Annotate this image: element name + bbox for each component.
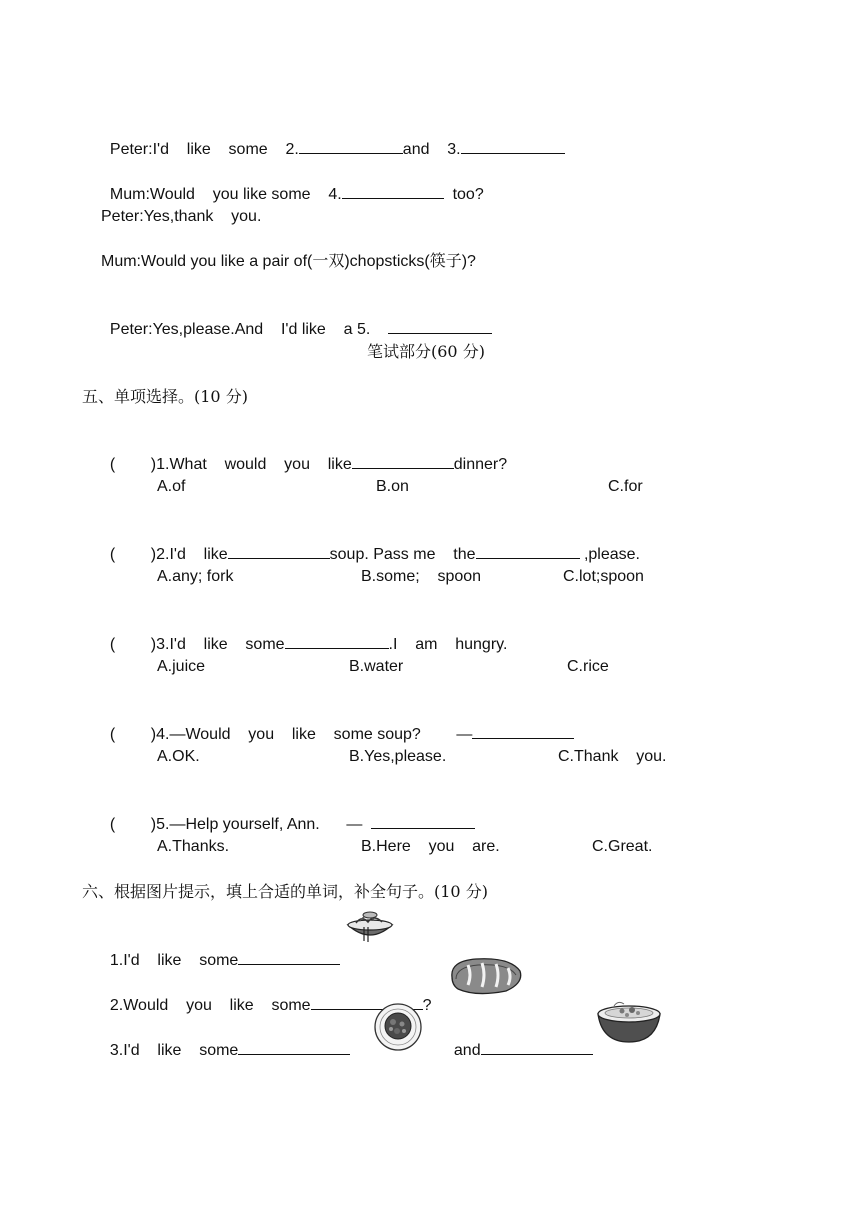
question-4: ( )4.—Would you like some soup? — [101, 702, 574, 745]
question-1: ( )1.What would you like dinner? [101, 432, 507, 475]
blank-3[interactable] [461, 137, 565, 154]
q3-option-b: B.water [349, 658, 404, 675]
q2-option-c: C.lot;spoon [563, 568, 644, 585]
bread-icon [446, 955, 526, 997]
q4-option-a: A.OK. [157, 748, 200, 765]
q5-blank[interactable] [371, 812, 475, 829]
dialogue-line-5: Peter:Yes,please.And I'd like a 5. [101, 297, 492, 340]
q4-option-c: C.Thank you. [558, 748, 667, 765]
q5-option-c: C.Great. [592, 838, 653, 855]
dialogue-line-3: Peter:Yes,thank you. [101, 208, 262, 225]
noodles-bowl-icon [344, 909, 396, 945]
q3-option-c: C.rice [567, 658, 609, 675]
s3-blank-1[interactable] [238, 1038, 350, 1055]
q2-blank-2[interactable] [476, 542, 580, 559]
q4-blank[interactable] [472, 722, 574, 739]
s3-blank-2[interactable] [481, 1038, 593, 1055]
q4-option-b: B.Yes,please. [349, 748, 447, 765]
sentence-2: 2.Would you like some ? [101, 973, 431, 1016]
blank-5[interactable] [388, 317, 492, 334]
q3-blank[interactable] [285, 632, 389, 649]
q2-option-b: B.some; spoon [361, 568, 482, 585]
section-5-title: 五、单项选择。(10 分) [82, 387, 248, 406]
q2-blank-1[interactable] [228, 542, 330, 559]
question-2: ( )2.I'd like soup. Pass me the ,please. [101, 522, 640, 565]
q1-option-a: A.of [157, 478, 186, 495]
section-6-title: 六、根据图片提示，填上合适的单词，补全句子。(10 分) [82, 882, 488, 901]
sentence-1: 1.I'd like some [101, 928, 340, 971]
sentence-3: 3.I'd like some [101, 1018, 350, 1061]
dialogue-line-4: Mum:Would you like a pair of(一双)chopsticks(筷子)? [101, 253, 476, 270]
q5-option-b: B.Here you are. [361, 838, 500, 855]
sentence-3-part-2: and [445, 1018, 593, 1061]
s1-blank[interactable] [238, 948, 340, 965]
q2-option-a: A.any; fork [157, 568, 234, 585]
blank-2[interactable] [299, 137, 403, 154]
dialogue-line-1: Peter:I'd like some 2. and 3. [101, 117, 565, 160]
q1-option-c: C.for [608, 478, 643, 495]
q1-option-b: B.on [376, 478, 409, 495]
q1-blank[interactable] [352, 452, 454, 469]
dialogue-line-2: Mum:Would you like some 4. too? [101, 162, 484, 205]
rice-bowl-icon [594, 998, 664, 1044]
question-3: ( )3.I'd like some .I am hungry. [101, 612, 507, 655]
q5-option-a: A.Thanks. [157, 838, 230, 855]
q3-option-a: A.juice [157, 658, 206, 675]
question-5: ( )5.—Help yourself, Ann. — [101, 792, 475, 835]
written-part-title: 笔试部分(60 分) [367, 342, 485, 361]
meat-dish-icon [372, 1001, 424, 1053]
blank-4[interactable] [342, 182, 444, 199]
